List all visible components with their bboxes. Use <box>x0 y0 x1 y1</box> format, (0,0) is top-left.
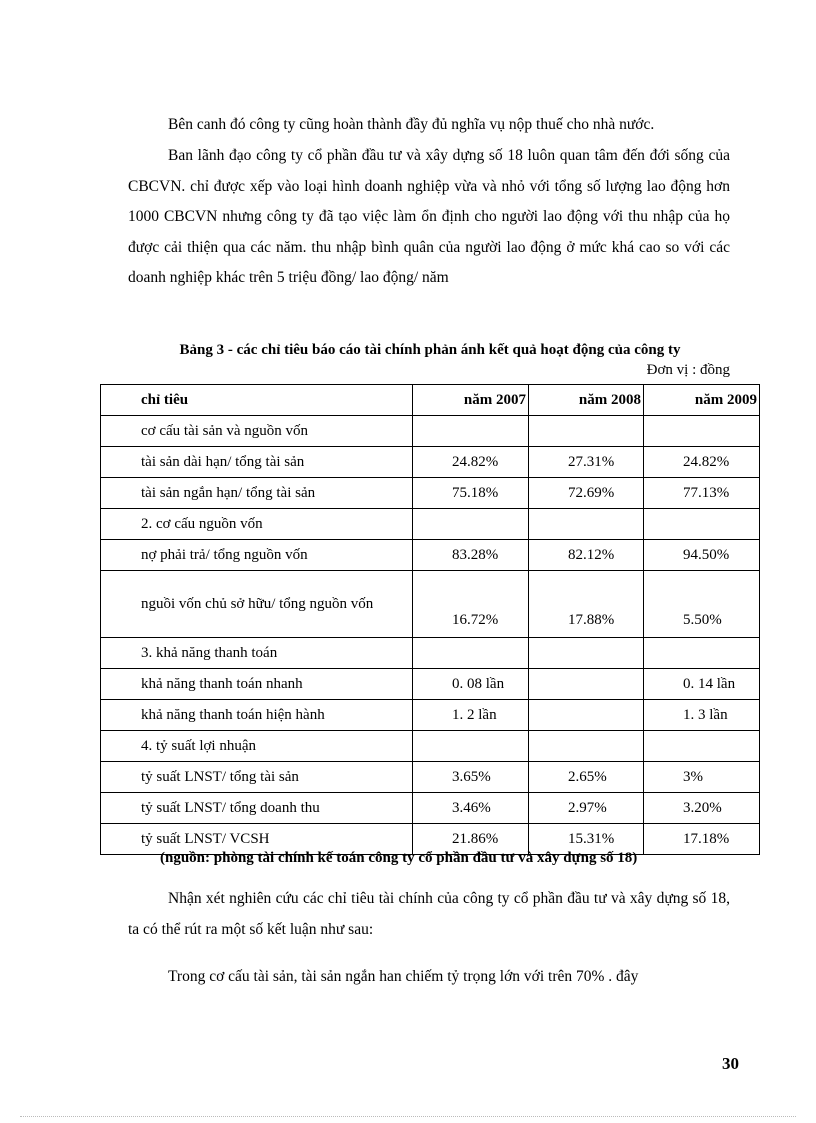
value-2009: 3% <box>644 762 760 793</box>
financial-indicators-table <box>100 384 760 855</box>
row-label: tỷ suất LNST/ tổng tài sản <box>101 762 413 793</box>
value-2009: 0. 14 lần <box>644 669 760 700</box>
row-label: 3. khả năng thanh toán <box>101 638 413 669</box>
value-2009: 24.82% <box>644 447 760 478</box>
value-2007 <box>413 509 529 540</box>
value-2007: 83.28% <box>413 540 529 571</box>
header-2008: năm 2008 <box>529 385 644 416</box>
table-row <box>101 731 760 762</box>
row-label: nợ phải trả/ tổng nguồn vốn <box>101 540 413 571</box>
value-2009 <box>644 731 760 762</box>
row-label: khả năng thanh toán hiện hành <box>101 700 413 731</box>
value-2009 <box>644 638 760 669</box>
table-row <box>101 509 760 540</box>
value-2008 <box>529 509 644 540</box>
table-row <box>101 700 760 731</box>
value-2009: 3.20% <box>644 793 760 824</box>
row-label: 2. cơ cấu nguồn vốn <box>101 509 413 540</box>
table-row <box>101 669 760 700</box>
table-caption: Bảng 3 - các chỉ tiêu báo cáo tài chính phản ánh kết quả hoạt động của công ty <box>179 342 681 358</box>
value-2008: 17.88% <box>529 571 644 638</box>
table-unit: Đơn vị : đồng <box>646 362 730 378</box>
row-label: 4. tỷ suất lợi nhuận <box>101 731 413 762</box>
table-row <box>101 540 760 571</box>
value-2007 <box>413 731 529 762</box>
table-row <box>101 478 760 509</box>
table-row <box>101 762 760 793</box>
value-2008: 72.69% <box>529 478 644 509</box>
value-2009 <box>644 509 760 540</box>
value-2008 <box>529 638 644 669</box>
row-label: tỷ suất LNST/ VCSH <box>101 824 413 855</box>
header-indicator: chỉ tiêu <box>101 385 413 416</box>
header-2007: năm 2007 <box>413 385 529 416</box>
row-label: tỷ suất LNST/ tổng doanh thu <box>101 793 413 824</box>
table-row <box>101 638 760 669</box>
value-2008 <box>529 416 644 447</box>
value-2009 <box>644 416 760 447</box>
value-2007 <box>413 416 529 447</box>
paragraph-tax: Bên canh đó công ty cũng hoàn thành đầy đủ nghĩa vụ nộp thuế cho nhà nước. <box>168 116 655 133</box>
value-2007 <box>413 638 529 669</box>
value-2008 <box>529 731 644 762</box>
page-number: 30 <box>722 1054 739 1073</box>
value-2007: 1. 2 lần <box>413 700 529 731</box>
value-2009: 5.50% <box>644 571 760 638</box>
value-2008 <box>529 669 644 700</box>
row-label: khả năng thanh toán nhanh <box>101 669 413 700</box>
table-row <box>101 793 760 824</box>
value-2007: 75.18% <box>413 478 529 509</box>
paragraph-asset-structure: Trong cơ cấu tài sản, tài sản ngắn han chiếm tỷ trọng lớn với trên 70% . đây <box>168 968 639 985</box>
value-2007: 3.65% <box>413 762 529 793</box>
paragraph-leadership: Ban lãnh đạo công ty cổ phần đầu tư và xây dựng số 18 luôn quan tâm đến đới sống của CBCVN. chỉ được xếp vào loại hình doanh nghiệp vừa và nhỏ với tổng số lượng lao động hơn 1000 CBCVN nhưng công ty đã tạo việc làm ổn định cho người lao động với thu nhập của họ được cải thiện qua các năm. thu nhập bình quân của người lao động ở mức khá cao so với các doanh nghiệp khác trên 5 triệu đồng/ lao động/ năm <box>128 147 730 286</box>
value-2009: 77.13% <box>644 478 760 509</box>
row-label: tài sản dài hạn/ tổng tài sản <box>101 447 413 478</box>
row-label: tài sản ngắn hạn/ tổng tài sản <box>101 478 413 509</box>
value-2007: 16.72% <box>413 571 529 638</box>
table-row <box>101 447 760 478</box>
value-2007: 21.86% <box>413 824 529 855</box>
value-2007: 24.82% <box>413 447 529 478</box>
value-2008: 15.31% <box>529 824 644 855</box>
table-source: (nguồn: phòng tài chính kế toán công ty cổ phần đầu tư và xây dựng số 18) <box>160 850 638 866</box>
value-2009: 17.18% <box>644 824 760 855</box>
value-2008: 27.31% <box>529 447 644 478</box>
value-2009: 94.50% <box>644 540 760 571</box>
value-2008: 82.12% <box>529 540 644 571</box>
table-row <box>101 416 760 447</box>
row-label: nguồi vốn chủ sở hữu/ tổng nguồn vốn <box>101 571 413 638</box>
value-2007: 3.46% <box>413 793 529 824</box>
value-2008: 2.65% <box>529 762 644 793</box>
value-2007: 0. 08 lần <box>413 669 529 700</box>
table-row <box>101 571 760 638</box>
header-2009: năm 2009 <box>644 385 760 416</box>
paragraph-analysis: Nhận xét nghiên cứu các chỉ tiêu tài chính của công ty cổ phần đầu tư và xây dựng số 18, ta có thể rút ra một số kết luận như sau: <box>128 890 730 938</box>
table-header-row <box>101 385 760 416</box>
page-bottom-rule <box>20 1116 796 1117</box>
value-2008: 2.97% <box>529 793 644 824</box>
value-2008 <box>529 700 644 731</box>
row-label: cơ cấu tài sản và nguồn vốn <box>101 416 413 447</box>
value-2009: 1. 3 lần <box>644 700 760 731</box>
